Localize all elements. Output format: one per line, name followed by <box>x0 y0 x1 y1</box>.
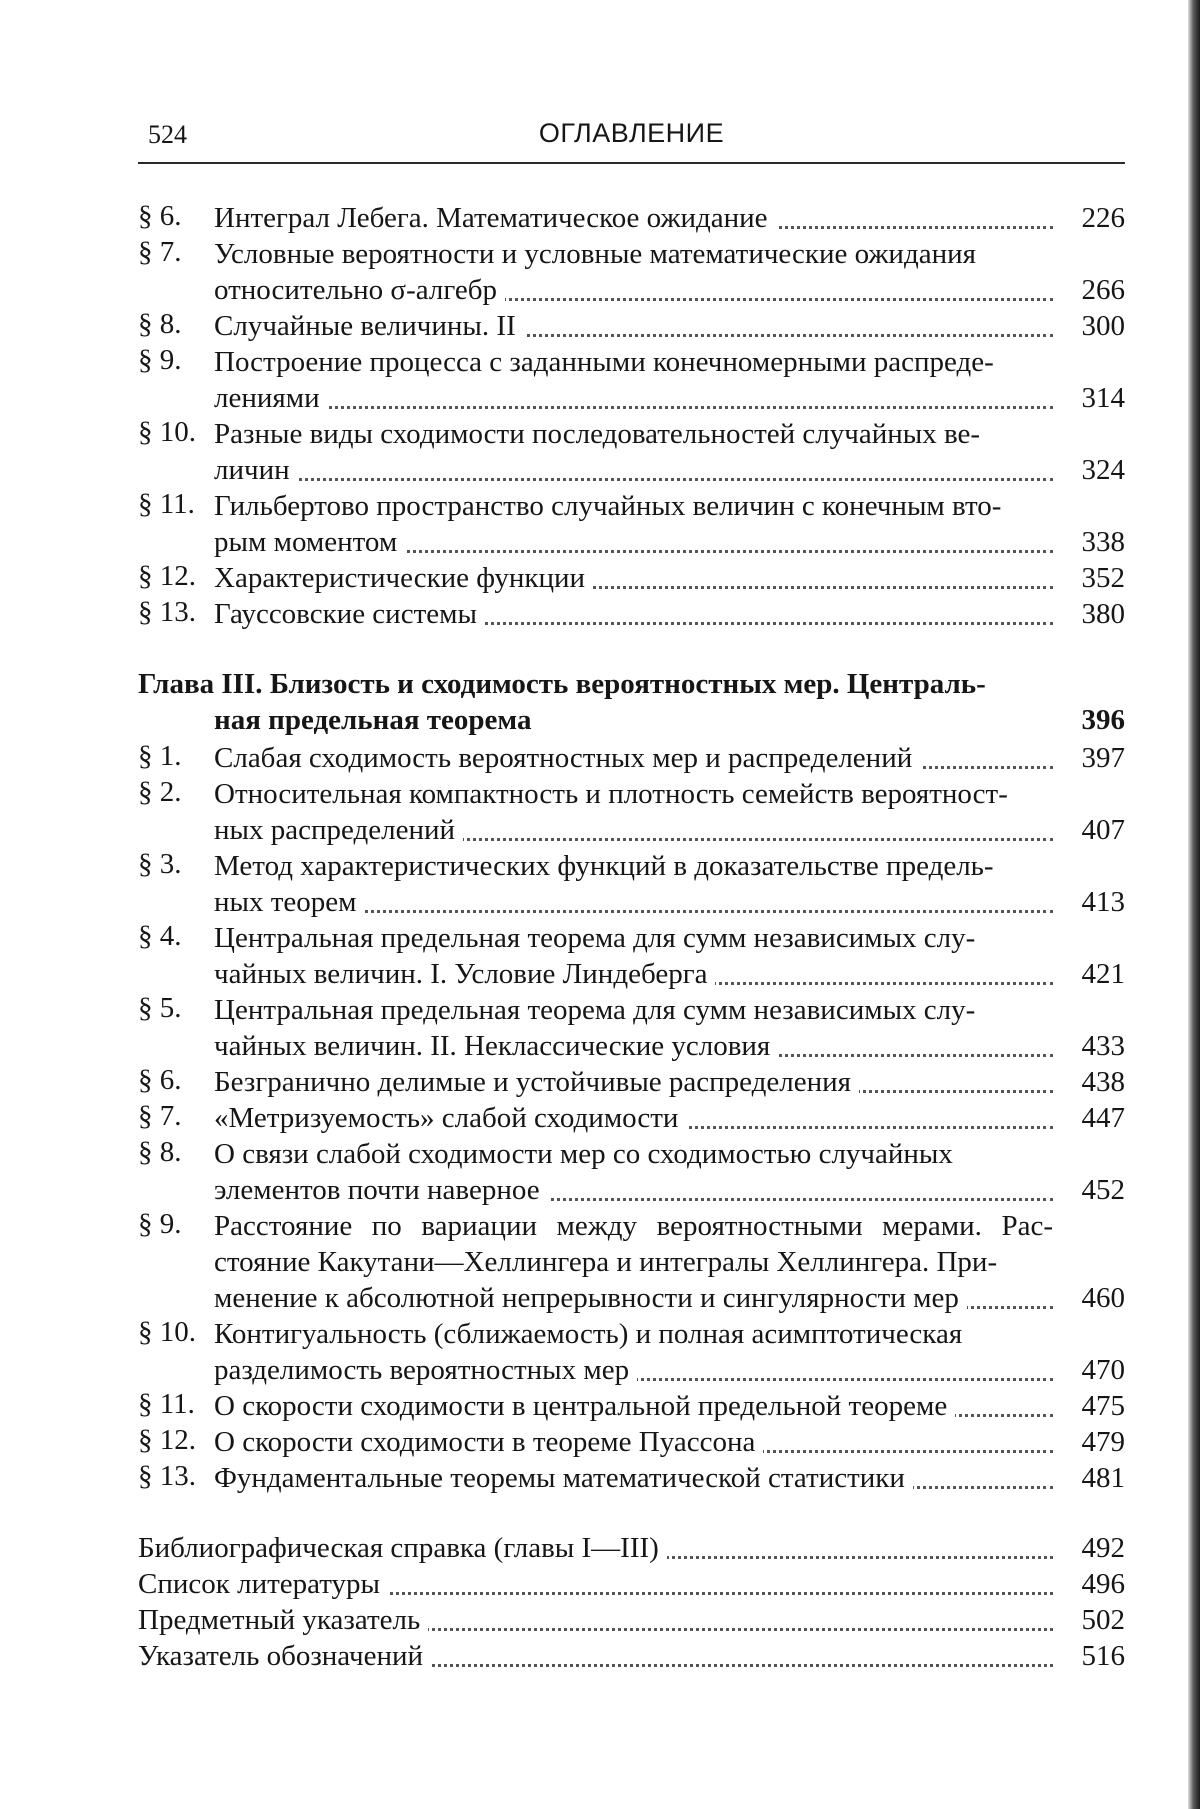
back-matter-page: 492 <box>1081 1532 1125 1564</box>
section-number: § 2. <box>138 776 182 808</box>
back-matter-page: 496 <box>1081 1568 1125 1600</box>
section-title-text: чайных величин. II. Неклассические условия <box>214 1030 778 1062</box>
section-title-end <box>214 1172 1053 1208</box>
section-page: 338 <box>1081 526 1125 558</box>
toc-entry[interactable] <box>138 1638 1125 1674</box>
section-title-start: Разные виды сходимости последовательностей случайных ве- <box>214 418 981 450</box>
toc-entry[interactable] <box>138 740 1125 776</box>
section-title-text: лениями <box>214 382 328 414</box>
back-matter-line <box>138 1566 1053 1602</box>
section-title <box>214 740 1053 776</box>
toc-entry[interactable] <box>138 992 1125 1064</box>
section-title-end <box>214 560 1053 596</box>
section-title-text: Интеграл Лебега. Математическое ожидание <box>214 202 776 234</box>
section-title <box>214 776 1053 848</box>
section-title <box>214 1136 1053 1208</box>
section-page: 324 <box>1081 454 1125 486</box>
section-title <box>214 848 1053 920</box>
toc-entry[interactable] <box>138 236 1125 308</box>
section-title-end <box>214 380 1053 416</box>
section-title-text: рым моментом <box>214 526 405 558</box>
section-title-text: Характеристические функции <box>214 562 593 594</box>
toc-entry[interactable] <box>138 1530 1125 1566</box>
section-number: § 12. <box>138 1424 196 1456</box>
back-matter-text: Список литературы <box>138 1568 388 1600</box>
dot-leader <box>214 406 1053 409</box>
section-title <box>214 1388 1053 1424</box>
section-title-text: менение к абсолютной непрерывности и сингулярности мер <box>214 1282 967 1314</box>
section-title-text: Безгранично делимые и устойчивые распределения <box>214 1066 859 1098</box>
toc-entry[interactable] <box>138 1602 1125 1638</box>
section-title-text: «Метризуемость» слабой сходимости <box>214 1102 686 1134</box>
back-matter-title <box>138 1638 1053 1674</box>
toc-back-matter <box>138 1530 1125 1674</box>
toc-entry[interactable] <box>138 1460 1125 1496</box>
section-page: 352 <box>1081 562 1125 594</box>
section-title-end <box>214 200 1053 236</box>
toc-entry[interactable] <box>138 488 1125 560</box>
section-title-end <box>214 1280 1053 1316</box>
section-title-text: Гауссовские системы <box>214 598 485 630</box>
section-page: 397 <box>1081 742 1125 774</box>
back-matter-title <box>138 1602 1053 1638</box>
section-page: 407 <box>1081 814 1125 846</box>
section-title-end <box>214 596 1053 632</box>
section-page: 481 <box>1081 1462 1125 1494</box>
section-title-start: Центральная предельная теорема для сумм независимых слу- <box>214 994 976 1026</box>
section-title-end <box>214 1460 1053 1496</box>
section-title-end <box>214 272 1053 308</box>
section-title <box>214 560 1053 596</box>
toc-entry[interactable] <box>138 1136 1125 1208</box>
section-title-text: элементов почти наверное <box>214 1174 548 1206</box>
section-title <box>214 992 1053 1064</box>
section-title-text: Фундаментальные теоремы математической статистики <box>214 1462 913 1494</box>
section-number: § 8. <box>138 1136 182 1168</box>
section-page: 300 <box>1081 310 1125 342</box>
toc-entry[interactable] <box>138 560 1125 596</box>
section-title-start: Центральная предельная теорема для сумм независимых слу- <box>214 922 976 954</box>
toc-entry[interactable] <box>138 344 1125 416</box>
section-number: § 8. <box>138 308 182 340</box>
section-page: 314 <box>1081 382 1125 414</box>
toc-entry[interactable] <box>138 1100 1125 1136</box>
back-matter-text: Указатель обозначений <box>138 1640 431 1672</box>
section-page: 438 <box>1081 1066 1125 1098</box>
section-title-end <box>214 1028 1053 1064</box>
section-title <box>214 200 1053 236</box>
section-number: § 13. <box>138 596 196 628</box>
section-title-text: О скорости сходимости в теореме Пуассона <box>214 1426 763 1458</box>
section-title <box>214 1064 1053 1100</box>
section-title-end <box>214 1388 1053 1424</box>
section-title-start: Расстояние по вариации между вероятностными мерами. Рас- стояние Какутани—Хеллингера и интегралы Хеллингера. При- <box>214 1210 1053 1278</box>
back-matter-text: Предметный указатель <box>138 1604 428 1636</box>
section-number: § 1. <box>138 740 182 772</box>
toc-entry[interactable] <box>138 1388 1125 1424</box>
section-title <box>214 1460 1053 1496</box>
section-title-end <box>214 956 1053 992</box>
section-number: § 6. <box>138 1064 182 1096</box>
toc-sections-chapter-iii <box>138 740 1125 1496</box>
section-number: § 5. <box>138 992 182 1024</box>
section-page: 460 <box>1081 1282 1125 1314</box>
section-number: § 13. <box>138 1460 196 1492</box>
section-page: 452 <box>1081 1174 1125 1206</box>
section-title-end <box>214 452 1053 488</box>
section-title-text: О скорости сходимости в центральной предельной теореме <box>214 1390 955 1422</box>
section-title-text: Слабая сходимость вероятностных мер и распределений <box>214 742 920 774</box>
section-title-end <box>214 812 1053 848</box>
section-title <box>214 416 1053 488</box>
toc-entry[interactable] <box>138 1064 1125 1100</box>
toc-entry[interactable] <box>138 1316 1125 1388</box>
section-title <box>214 488 1053 560</box>
back-matter-text: Библиографическая справка (главы I—III) <box>138 1532 667 1564</box>
dot-leader <box>214 478 1053 481</box>
page-header <box>138 116 1125 164</box>
section-page: 475 <box>1081 1390 1125 1422</box>
section-number: § 4. <box>138 920 182 952</box>
section-title-end <box>214 524 1053 560</box>
section-title-start: Построение процесса с заданными конечномерными распреде- <box>214 346 994 378</box>
toc-entry[interactable] <box>138 776 1125 848</box>
chapter-title-line1: Глава III. Близость и сходимость вероятностных мер. Централь- <box>138 668 986 700</box>
chapter-title-line2: ная предельная теорема <box>214 704 532 736</box>
chapter-page: 396 <box>1081 704 1125 736</box>
section-title-text: разделимость вероятностных мер <box>214 1354 637 1386</box>
section-title-end <box>214 1352 1053 1388</box>
back-matter-line <box>138 1530 1053 1566</box>
section-number: § 12. <box>138 560 196 592</box>
toc-entry[interactable] <box>138 200 1125 236</box>
section-number: § 7. <box>138 1100 182 1132</box>
section-number: § 11. <box>138 488 195 520</box>
page-edge-shadow <box>1188 0 1200 1809</box>
section-page: 470 <box>1081 1354 1125 1386</box>
section-title-end <box>214 1100 1053 1136</box>
back-matter-line <box>138 1638 1053 1674</box>
section-page: 479 <box>1081 1426 1125 1458</box>
section-page: 380 <box>1081 598 1125 630</box>
section-title <box>214 308 1053 344</box>
section-title-end <box>214 1064 1053 1100</box>
section-title-start: Гильбертово пространство случайных величин с конечным вто- <box>214 490 1002 522</box>
page-number: 524 <box>148 120 187 149</box>
back-matter-line <box>138 1602 1053 1638</box>
section-title-end <box>214 1424 1053 1460</box>
section-title <box>214 344 1053 416</box>
toc-entry[interactable] <box>138 416 1125 488</box>
section-page: 421 <box>1081 958 1125 990</box>
section-title <box>214 1424 1053 1460</box>
back-matter-title <box>138 1566 1053 1602</box>
toc-sections-chapter-ii <box>138 200 1125 632</box>
section-title-text: личин <box>214 454 298 486</box>
section-page: 266 <box>1081 274 1125 306</box>
section-number: § 6. <box>138 200 182 232</box>
section-number: § 3. <box>138 848 182 880</box>
section-title-end <box>214 884 1053 920</box>
section-number: § 10. <box>138 416 196 448</box>
toc-entry[interactable] <box>138 1566 1125 1602</box>
section-title-text: ных распределений <box>214 814 463 846</box>
toc-entry[interactable] <box>138 596 1125 632</box>
section-title-start: О связи слабой сходимости мер со сходимостью случайных <box>214 1138 953 1170</box>
toc-entry[interactable] <box>138 308 1125 344</box>
toc-entry[interactable] <box>138 848 1125 920</box>
section-title <box>214 596 1053 632</box>
section-title-end <box>214 308 1053 344</box>
section-page: 447 <box>1081 1102 1125 1134</box>
toc-entry[interactable] <box>138 920 1125 992</box>
section-title-text: чайных величин. I. Условие Линдеберга <box>214 958 715 990</box>
section-title <box>214 1100 1053 1136</box>
table-of-contents <box>138 200 1125 1674</box>
section-number: § 9. <box>138 1208 182 1240</box>
section-title <box>214 1316 1053 1388</box>
running-title: ОГЛАВЛЕНИЕ <box>538 118 725 148</box>
chapter-title <box>138 666 1053 738</box>
section-title <box>214 1208 1053 1316</box>
back-matter-title <box>138 1530 1053 1566</box>
section-title-text: ных теорем <box>214 886 365 918</box>
section-title-text: относительно σ-алгебр <box>214 274 505 306</box>
section-page: 413 <box>1081 886 1125 918</box>
section-page: 226 <box>1081 202 1125 234</box>
section-number: § 10. <box>138 1316 196 1348</box>
section-title-start: Условные вероятности и условные математические ожидания <box>214 238 976 270</box>
toc-chapter-heading[interactable] <box>138 666 1125 738</box>
section-title-text: Случайные величины. II <box>214 310 524 342</box>
toc-entry[interactable] <box>138 1208 1125 1316</box>
section-title <box>214 920 1053 992</box>
section-number: § 7. <box>138 236 182 268</box>
toc-entry[interactable] <box>138 1424 1125 1460</box>
section-number: § 9. <box>138 344 182 376</box>
back-matter-page: 502 <box>1081 1604 1125 1636</box>
section-title-start: Контигуальность (сближаемость) и полная асимптотическая <box>214 1318 963 1350</box>
back-matter-page: 516 <box>1081 1640 1125 1672</box>
section-title-end <box>214 740 1053 776</box>
section-page: 433 <box>1081 1030 1125 1062</box>
section-title <box>214 236 1053 308</box>
section-title-start: Относительная компактность и плотность семейств вероятност- <box>214 778 1008 810</box>
section-title-start: Метод характеристических функций в доказательстве предель- <box>214 850 994 882</box>
section-number: § 11. <box>138 1388 195 1420</box>
spacer <box>138 1496 1125 1530</box>
